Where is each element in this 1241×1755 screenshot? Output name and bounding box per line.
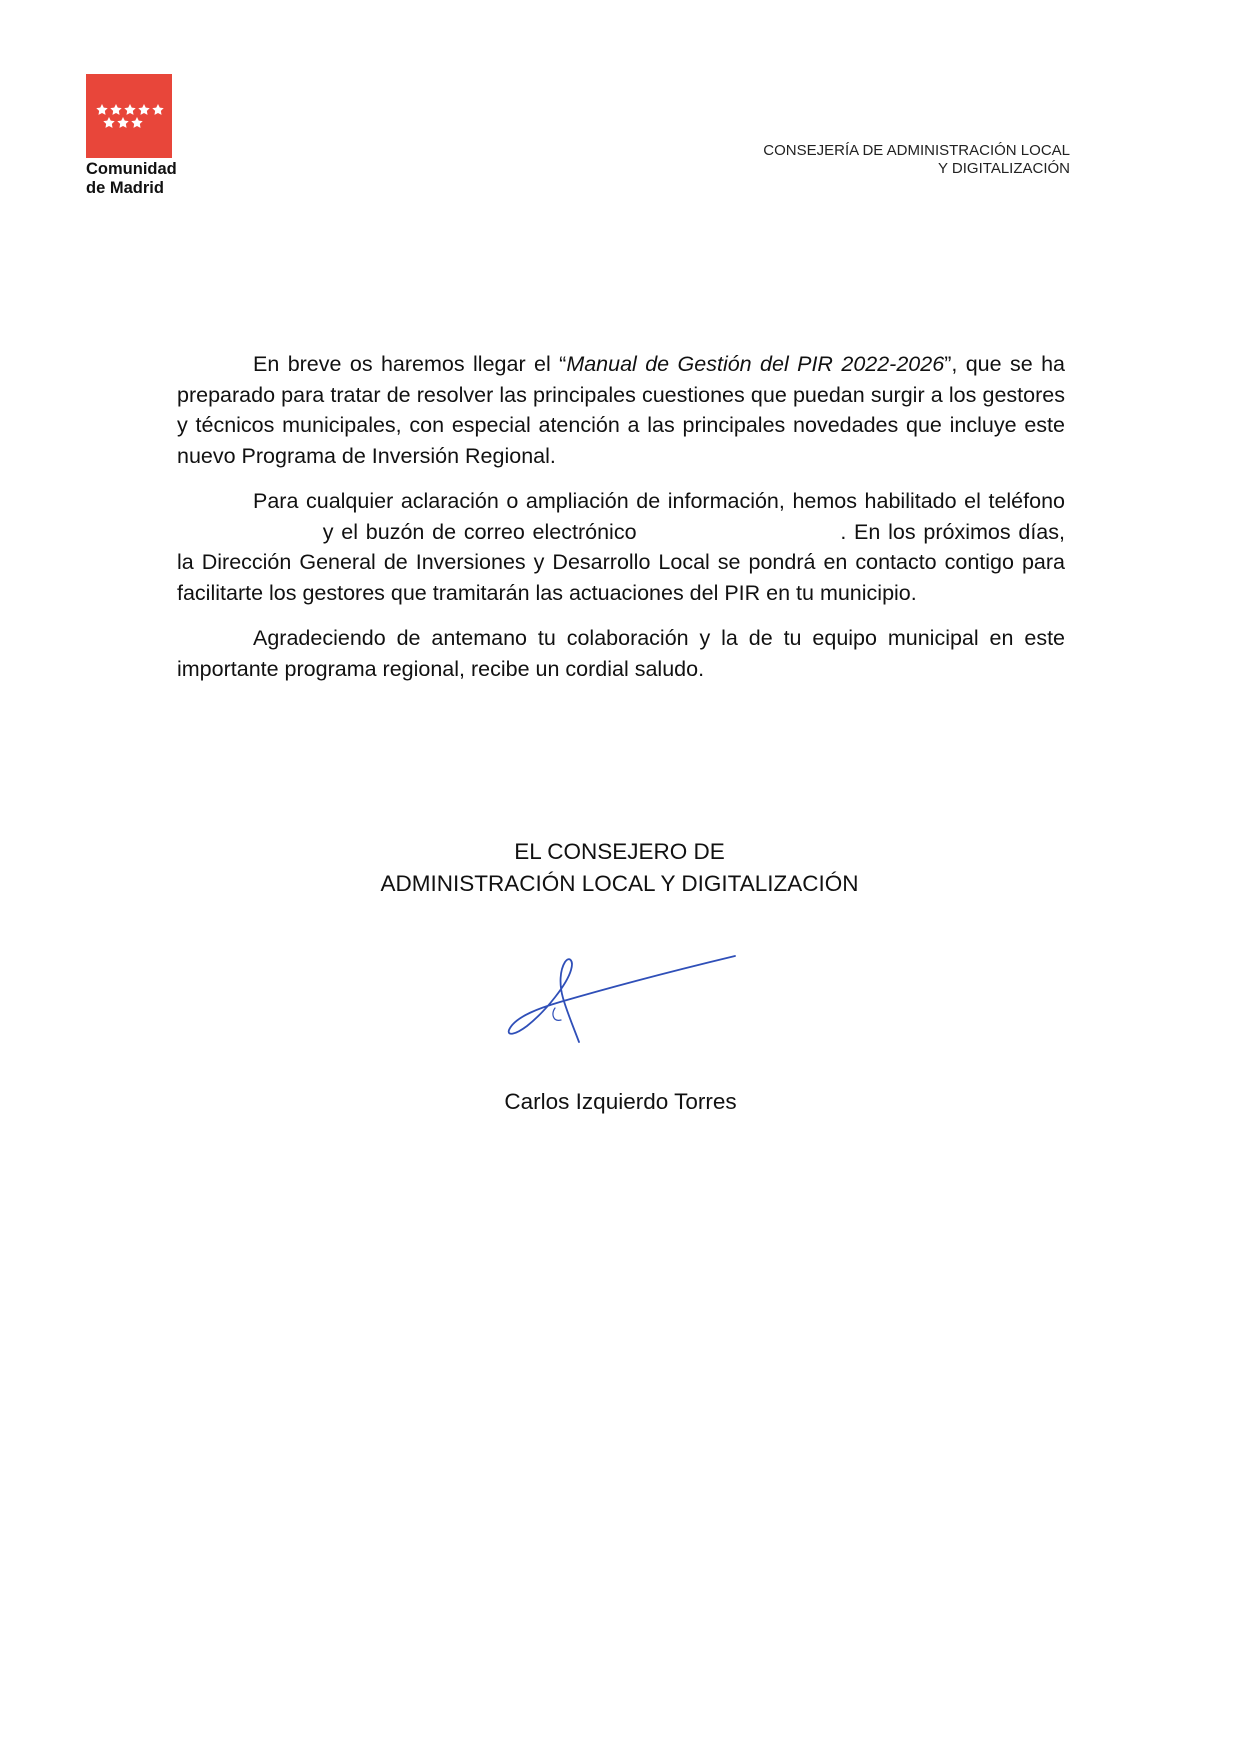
paragraph-2 <box>177 486 1065 608</box>
letter-body <box>177 349 1065 699</box>
comunidad-madrid-logo <box>86 74 172 158</box>
paragraph-1 <box>177 349 1065 471</box>
brand-line-1: Comunidad <box>86 160 177 178</box>
handwritten-signature-icon <box>505 950 745 1050</box>
paragraph-2-part-1: Para cualquier aclaración o ampliación de información, hemos habilitado el teléfono <box>253 489 1065 513</box>
manual-title: Manual de Gestión del PIR 2022-2026 <box>566 352 945 376</box>
paragraph-1-intro: En breve os haremos llegar el “ <box>253 352 567 376</box>
signer-name: Carlos Izquierdo Torres <box>504 1089 737 1114</box>
paragraph-3: Agradeciendo de antemano tu colaboración y la de tu equipo municipal en este importante programa regional, recibe un cordial saludo. <box>177 626 1065 681</box>
brand-name <box>86 160 177 198</box>
signatory-title-line-1: EL CONSEJERO DE <box>514 839 725 864</box>
department-line-1: CONSEJERÍA DE ADMINISTRACIÓN LOCAL <box>763 142 1070 159</box>
signatory-title <box>0 836 1241 900</box>
signatory-title-line-2: ADMINISTRACIÓN LOCAL Y DIGITALIZACIÓN <box>380 871 859 896</box>
brand-line-2: de Madrid <box>86 179 164 197</box>
department-header <box>763 142 1070 178</box>
paragraph-1-rest: ”, que se ha preparado para tratar de resolver las principales cuestiones que puedan surgir a los gestores y técnicos municipales, con especial atención a las principales novedades que incluye este nuevo Programa de Inversión Regional. <box>177 352 1066 468</box>
paragraph-2-part-2: y el buzón de correo electrónico <box>322 519 637 544</box>
paragraph-2-part-3: . En los próximos días, la Dirección General de Inversiones y Desarrollo Local se pondrá en contacto contigo para facilitarte los gestores que tramitarán las actuaciones del PIR en tu municipio. <box>177 519 1065 605</box>
madrid-stars-flag-icon <box>86 74 172 158</box>
department-line-2: Y DIGITALIZACIÓN <box>938 160 1070 177</box>
